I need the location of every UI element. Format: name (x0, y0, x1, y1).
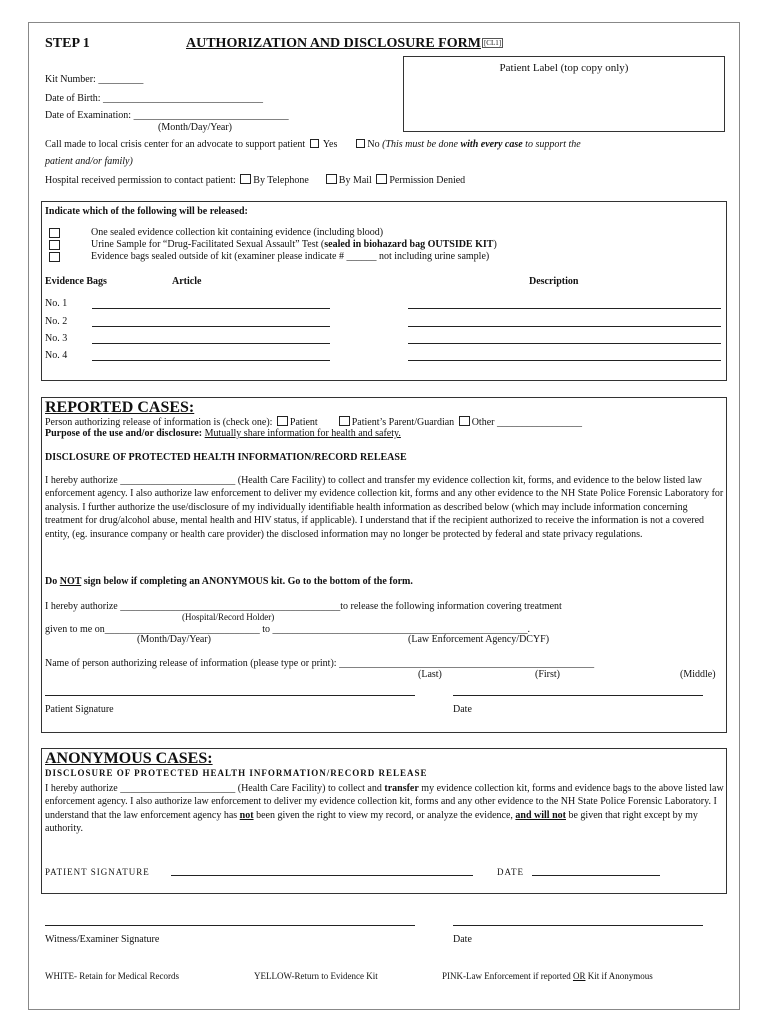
first-hint: (First) (535, 669, 560, 680)
release-item-urine-bold: sealed in biohazard bag OUTSIDE KIT (324, 239, 494, 250)
patient-label-text: Patient Label (top copy only) (499, 62, 629, 74)
evidence-row-label: No. 2 (45, 316, 68, 327)
col-evidence-bags: Evidence Bags (45, 276, 107, 287)
dob-field[interactable]: Date of Birth: ________________________________ (45, 93, 264, 104)
article-line-1[interactable] (92, 299, 330, 309)
crisis-note-b: with every case (460, 139, 523, 150)
last-hint: (Last) (418, 669, 442, 680)
anon-p-a: I hereby authorize _______________________ (Health Care Facility) to collect and (45, 783, 385, 794)
hospital-permission-label: Hospital received permission to contact patient: (45, 175, 236, 186)
kit-number-field[interactable]: Kit Number: _________ (45, 74, 144, 85)
authorize-holder-line[interactable]: I hereby authorize ____________________________________________to release the following information covering treatment (45, 601, 562, 612)
anonymous-warning (45, 576, 413, 587)
hospital-permission-row (45, 174, 465, 186)
description-line-3[interactable] (408, 334, 721, 344)
holder-hint: (Hospital/Record Holder) (182, 612, 275, 622)
crisis-no-label: No (367, 139, 380, 150)
reported-disclosure-heading: DISCLOSURE OF PROTECTED HEALTH INFORMATION/RECORD RELEASE (45, 452, 407, 463)
witness-date-label: Date (453, 934, 472, 945)
purpose-row (45, 428, 401, 439)
release-item-urine-end: ) (493, 239, 497, 250)
footer-pink (442, 971, 653, 981)
form-title (186, 36, 503, 52)
exam-date-hint: (Month/Day/Year) (158, 122, 232, 133)
crisis-no-checkbox[interactable] (356, 139, 365, 148)
description-line-4[interactable] (408, 351, 721, 361)
footer-pink-b: Kit if Anonymous (585, 971, 653, 981)
anon-p-willnot: and will not (515, 809, 566, 821)
crisis-call-row (45, 139, 581, 150)
opt-parent-checkbox[interactable] (339, 416, 350, 426)
name-line[interactable]: Name of person authorizing release of information (please type or print): ___________________________________________________ (45, 658, 595, 669)
footer-pink-a: PINK-Law Enforcement if reported (442, 971, 573, 981)
comment-tag: [CL1] (483, 39, 502, 47)
release-heading: Indicate which of the following will be released: (45, 206, 248, 217)
crisis-note-c: to support the (522, 139, 581, 150)
anon-warn-not: NOT (59, 576, 82, 587)
article-line-2[interactable] (92, 317, 330, 327)
witness-signature-label: Witness/Examiner Signature (45, 934, 160, 945)
col-description: Description (529, 276, 579, 287)
given-line[interactable]: given to me on_______________________________ to ___________________________________________________. (45, 624, 530, 635)
anon-p-transfer: transfer (384, 783, 419, 794)
by-telephone-checkbox[interactable] (240, 174, 251, 184)
release-checkbox-kit[interactable] (49, 228, 60, 238)
crisis-yes-label: Yes (322, 139, 338, 150)
footer-white: WHITE- Retain for Medical Records (45, 971, 179, 981)
purpose-label: Purpose of the use and/or disclosure: (45, 428, 203, 439)
crisis-note (382, 139, 581, 150)
crisis-note-cont: patient and/or family) (45, 156, 133, 167)
opt-patient-label: Patient (289, 417, 318, 428)
anon-date-label: DATE (497, 867, 524, 877)
anon-warn-a: Do (45, 576, 60, 587)
date-label: Date (453, 704, 472, 715)
by-telephone-label: By Telephone (253, 175, 309, 186)
opt-patient-checkbox[interactable] (277, 416, 288, 426)
evidence-row-label: No. 1 (45, 298, 68, 309)
release-checkbox-bags[interactable] (49, 252, 60, 262)
permission-denied-label: Permission Denied (389, 175, 466, 186)
reported-cases-heading: REPORTED CASES: (45, 399, 195, 416)
by-mail-checkbox[interactable] (326, 174, 337, 184)
opt-other-label: Other _________________ (471, 417, 582, 428)
step-label: STEP 1 (45, 36, 90, 51)
reported-authorization-paragraph: I hereby authorize _______________________ (Health Care Facility) to collect and transfer my evidence collection kit, forms, and evidence to the below listed law enforcement agency. I also authorize law enforcement to deliver my evidence collection kit, forms and any other evidence to the NH State Police Forensic Laboratory for analysis. I further authorize the use/disclosure of my individually identifiable health information as described below (which may include information concerning treatment for drug/alcohol abuse, mental health and HIV status, if applicable). I understand that if the recipient authorized to receive the information is not a covered entity, (eg. insurance company or health care provider) the disclosed information may no longer be protected by federal and state privacy regulations. (45, 475, 724, 540)
col-article: Article (172, 276, 202, 287)
evidence-row-label: No. 4 (45, 350, 68, 361)
mdy-hint: (Month/Day/Year) (137, 634, 211, 645)
form-title-text: AUTHORIZATION AND DISCLOSURE FORM (186, 36, 481, 51)
reported-cases-section (41, 397, 727, 733)
authorizing-row (45, 416, 582, 428)
anon-p-d: be given that right except by my authority. (45, 809, 698, 835)
crisis-call-label: Call made to local crisis center for an advocate to support patient (45, 139, 306, 150)
crisis-note-a: (This must be done (382, 139, 461, 150)
anon-patient-signature-label: PATIENT SIGNATURE (45, 867, 150, 877)
middle-hint: (Middle) (680, 669, 716, 680)
exam-date-field[interactable]: Date of Examination: _______________________________ (45, 110, 289, 121)
patient-signature-line[interactable] (45, 694, 415, 696)
opt-other-checkbox[interactable] (459, 416, 470, 426)
anon-p-not: not (239, 809, 254, 821)
patient-signature-date-line[interactable] (453, 694, 703, 696)
anonymous-disclosure-heading: DISCLOSURE OF PROTECTED HEALTH INFORMATION/RECORD RELEASE (45, 768, 428, 778)
anon-patient-signature-line[interactable] (171, 866, 473, 876)
anon-p-c: been given the right to view my record, or analyze the evidence, (253, 809, 516, 821)
release-item-urine-text: Urine Sample for “Drug-Facilitated Sexual Assault” Test ( (91, 239, 325, 250)
anonymous-cases-heading: ANONYMOUS CASES: (45, 750, 213, 767)
agency-hint: (Law Enforcement Agency/DCYF) (408, 634, 550, 645)
witness-date-line[interactable] (453, 924, 703, 926)
by-mail-label: By Mail (338, 175, 372, 186)
anon-warn-b: sign below if completing an ANONYMOUS kit. Go to the bottom of the form. (81, 576, 413, 587)
release-item-kit: One sealed evidence collection kit containing evidence (including blood) (91, 227, 384, 238)
release-item-urine (91, 239, 497, 250)
footer-yellow: YELLOW-Return to Evidence Kit (254, 971, 378, 981)
patient-signature-label: Patient Signature (45, 704, 114, 715)
article-line-4[interactable] (92, 351, 330, 361)
description-line-2[interactable] (408, 317, 721, 327)
anonymous-authorization-paragraph (45, 782, 727, 836)
release-checkbox-urine[interactable] (49, 240, 60, 250)
evidence-row-label: No. 3 (45, 333, 68, 344)
permission-denied-checkbox[interactable] (376, 174, 387, 184)
footer-pink-or: OR (572, 971, 586, 981)
opt-parent-label: Patient’s Parent/Guardian (351, 417, 455, 428)
release-item-bags: Evidence bags sealed outside of kit (examiner please indicate # ______ not including urine sample) (91, 251, 490, 262)
witness-signature-line[interactable] (45, 924, 415, 926)
article-line-3[interactable] (92, 334, 330, 344)
authorizing-label: Person authorizing release of information is (check one): (45, 417, 273, 428)
anon-date-line[interactable] (532, 866, 660, 876)
patient-label-box[interactable] (403, 56, 725, 132)
anon-p-b: my evidence collection kit, forms and evidence bags to the above listed law enforcement agency. I also authorize law enforcement to deliver my evidence collection kit, forms and any other evidence to the NH State Police Forensic Laboratory. I understand that the law enforcement agency has (45, 783, 724, 821)
crisis-yes-checkbox[interactable] (310, 139, 319, 148)
purpose-value: Mutually share information for health and safety. (204, 428, 401, 439)
description-line-1[interactable] (408, 299, 721, 309)
